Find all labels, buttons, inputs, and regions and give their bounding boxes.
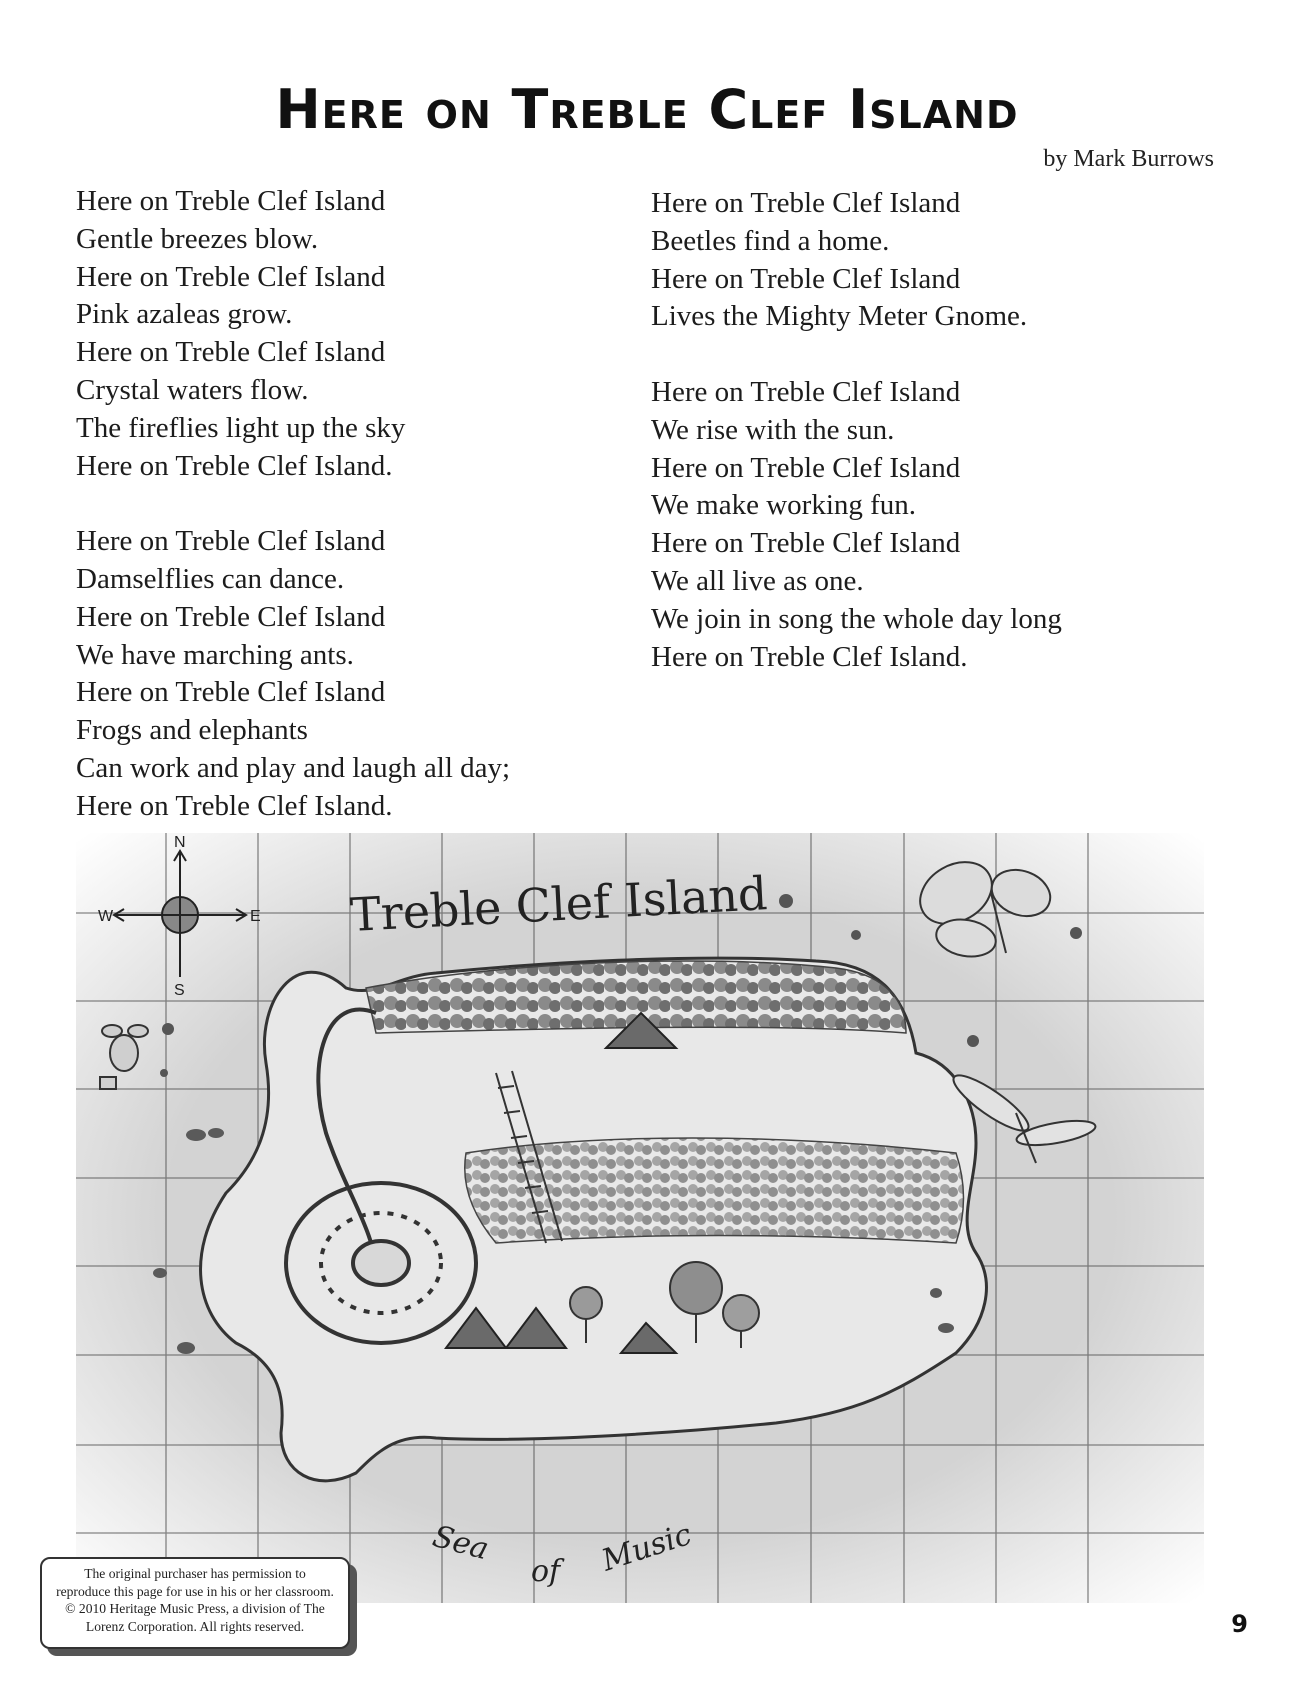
- poem-line: We rise with the sun.: [651, 413, 895, 446]
- poem-line: Here on Treble Clef Island: [651, 375, 961, 408]
- poem-line: Here on Treble Clef Island: [76, 676, 386, 709]
- compass-south-label: S: [174, 982, 185, 999]
- poem-left-column: [76, 183, 510, 863]
- page-number: 9: [1231, 1610, 1248, 1638]
- poem-line: We join in song the whole day long: [651, 602, 1062, 635]
- poem-line: We have marching ants.: [76, 638, 354, 671]
- stanza: [651, 185, 1062, 336]
- poem-line: We make working fun.: [651, 489, 917, 522]
- poem-line: Here on Treble Clef Island: [76, 336, 386, 369]
- compass-east-label: E: [250, 908, 261, 925]
- poem-line: Here on Treble Clef Island: [651, 187, 961, 219]
- poem-line: Here on Treble Clef Island.: [76, 449, 393, 482]
- poem-line: Damselflies can dance.: [76, 562, 345, 595]
- map-title: Treble Clef Island: [348, 866, 769, 942]
- poem-line: Frogs and elephants: [76, 714, 308, 747]
- island-map-illustration: [76, 833, 1204, 1603]
- compass-west-label: W: [98, 908, 114, 925]
- notice-line: The original purchaser has permission to: [84, 1566, 306, 1581]
- sea-label-word: of: [531, 1554, 561, 1589]
- poem-line: Here on Treble Clef Island: [651, 451, 961, 484]
- poem-line: Crystal waters flow.: [76, 373, 309, 406]
- stanza: [76, 523, 510, 825]
- page-title: Here on Treble Clef Island: [275, 78, 1019, 141]
- poem-line: We all live as one.: [651, 564, 864, 597]
- copyright-notice: [40, 1557, 350, 1649]
- poem-line: The fireflies light up the sky: [76, 411, 406, 444]
- poem-line: Here on Treble Clef Island: [76, 525, 386, 558]
- poem-line: Beetles find a home.: [651, 224, 890, 257]
- bush-band: [465, 1138, 964, 1243]
- island-map-svg: [76, 833, 1204, 1603]
- poem-line: Gentle breezes blow.: [76, 222, 319, 255]
- poem-line: Here on Treble Clef Island: [76, 185, 386, 217]
- sea-label-word: Sea: [428, 1518, 493, 1568]
- poem-line: Here on Treble Clef Island.: [651, 640, 968, 673]
- notice-line: reproduce this page for use in his or her classroom.: [56, 1583, 334, 1599]
- stanza: [76, 183, 510, 485]
- poem-line: Can work and play and laugh all day;: [76, 751, 511, 784]
- stanza: [651, 374, 1062, 676]
- poem-line: Here on Treble Clef Island: [76, 600, 386, 633]
- notice-line: © 2010 Heritage Music Press, a division of The: [65, 1601, 325, 1616]
- poem-line: Lives the Mighty Meter Gnome.: [651, 300, 1028, 333]
- poem-line: Pink azaleas grow.: [76, 298, 293, 331]
- poem-line: Here on Treble Clef Island: [651, 262, 961, 295]
- poem-line: Here on Treble Clef Island: [76, 260, 386, 293]
- author-byline: by Mark Burrows: [1043, 146, 1214, 172]
- notice-line: Lorenz Corporation. All rights reserved.: [85, 1618, 305, 1634]
- sea-label-word: Music: [597, 1516, 696, 1579]
- poem-line: Here on Treble Clef Island.: [76, 789, 393, 822]
- poem-right-column: [651, 185, 1062, 714]
- poem-line: Here on Treble Clef Island: [651, 527, 961, 560]
- compass-north-label: N: [174, 834, 186, 851]
